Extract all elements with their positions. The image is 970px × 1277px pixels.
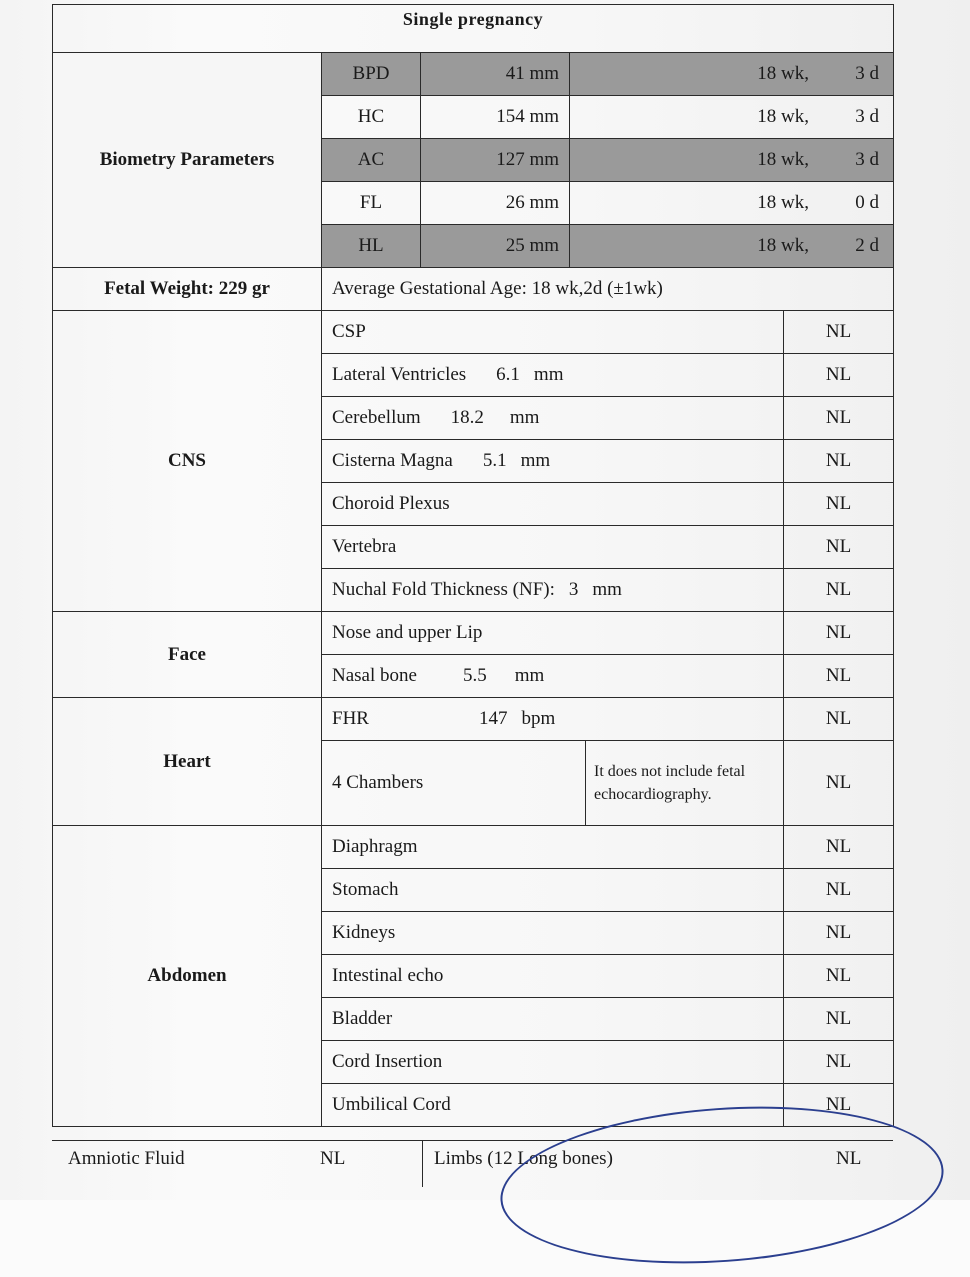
- heart-chambers-note: It does not include fetal echocardiography.: [586, 741, 784, 826]
- face-row: [53, 612, 894, 655]
- limbs-label: Limbs (12 Long bones): [434, 1148, 613, 1169]
- biometry-row-bpd: [53, 53, 894, 96]
- ultrasound-report-table: [52, 4, 894, 1127]
- biometry-param: BPD: [322, 53, 421, 96]
- abdomen-item-status: NL: [784, 912, 894, 955]
- abdomen-item-status: NL: [784, 1041, 894, 1084]
- abdomen-item-status: NL: [784, 998, 894, 1041]
- biometry-age: [570, 225, 894, 268]
- biometry-weeks: 18 wk,: [757, 149, 810, 170]
- biometry-param: HL: [322, 225, 421, 268]
- biometry-section-label: Biometry Parameters: [53, 53, 322, 268]
- item-unit: mm: [520, 450, 551, 471]
- cns-item-label: [322, 526, 784, 569]
- abdomen-item-label: Kidneys: [322, 912, 784, 955]
- item-value: 147: [478, 708, 508, 729]
- cns-item-label: [322, 354, 784, 397]
- footer-divider: [422, 1141, 423, 1187]
- biometry-days: 2 d: [855, 235, 880, 256]
- face-item-status: NL: [784, 655, 894, 698]
- item-value: 6.1: [496, 364, 520, 385]
- abdomen-section-label: Abdomen: [53, 826, 322, 1127]
- cns-item-status: NL: [784, 569, 894, 612]
- biometry-age: [570, 139, 894, 182]
- heart-chambers-label: 4 Chambers: [322, 741, 586, 826]
- item-value: 3: [568, 579, 579, 600]
- biometry-measurement: 41 mm: [421, 53, 570, 96]
- biometry-days: 3 d: [855, 63, 880, 84]
- cns-item-label: [322, 311, 784, 354]
- item-name: CSP: [332, 321, 366, 342]
- abdomen-item-status: NL: [784, 869, 894, 912]
- fetal-weight-row: [53, 268, 894, 311]
- biometry-weeks: 18 wk,: [757, 235, 810, 256]
- average-gestational-age: Average Gestational Age: 18 wk,2d (±1wk): [322, 268, 894, 311]
- biometry-measurement: 25 mm: [421, 225, 570, 268]
- biometry-param: AC: [322, 139, 421, 182]
- item-name: Choroid Plexus: [332, 493, 450, 514]
- item-unit: mm: [533, 364, 564, 385]
- biometry-age: [570, 96, 894, 139]
- heart-fhr-label: [322, 698, 784, 741]
- report-title: Single pregnancy: [53, 5, 894, 53]
- biometry-measurement: 127 mm: [421, 139, 570, 182]
- item-value: 5.1: [482, 450, 507, 471]
- item-value: 5.5: [462, 665, 487, 686]
- item-unit: bpm: [521, 708, 556, 729]
- cns-section-label: CNS: [53, 311, 322, 612]
- abdomen-item-label: Diaphragm: [322, 826, 784, 869]
- biometry-days: 0 d: [855, 192, 880, 213]
- face-item-label: [322, 655, 784, 698]
- biometry-measurement: 26 mm: [421, 182, 570, 225]
- abdomen-item-label: Intestinal echo: [322, 955, 784, 998]
- face-section-label: Face: [53, 612, 322, 698]
- abdomen-item-status: NL: [784, 1084, 894, 1127]
- abdomen-row: [53, 826, 894, 869]
- biometry-days: 3 d: [855, 149, 880, 170]
- abdomen-item-label: Bladder: [322, 998, 784, 1041]
- item-name: Nuchal Fold Thickness (NF):: [332, 579, 555, 600]
- cns-item-label: [322, 440, 784, 483]
- item-name: FHR: [332, 708, 369, 729]
- item-name: Cerebellum: [332, 407, 421, 428]
- item-unit: mm: [514, 665, 545, 686]
- cns-item-status: NL: [784, 311, 894, 354]
- abdomen-item-label: Cord Insertion: [322, 1041, 784, 1084]
- item-value: 18.2: [450, 407, 484, 428]
- amniotic-fluid-status: NL: [320, 1148, 346, 1169]
- biometry-weeks: 18 wk,: [757, 192, 810, 213]
- cns-item-status: NL: [784, 354, 894, 397]
- fetal-weight: Fetal Weight: 229 gr: [53, 268, 322, 311]
- biometry-age: [570, 53, 894, 96]
- limbs-status: NL: [836, 1148, 862, 1169]
- biometry-days: 3 d: [855, 106, 880, 127]
- heart-fhr-status: NL: [784, 698, 894, 741]
- face-item-label: [322, 612, 784, 655]
- cns-item-status: NL: [784, 526, 894, 569]
- item-name: Nose and upper Lip: [332, 622, 483, 643]
- biometry-weeks: 18 wk,: [757, 63, 810, 84]
- heart-section-label: Heart: [53, 698, 322, 826]
- biometry-param: FL: [322, 182, 421, 225]
- abdomen-item-status: NL: [784, 955, 894, 998]
- cns-item-label: [322, 569, 784, 612]
- cns-item-status: NL: [784, 440, 894, 483]
- cns-row: [53, 311, 894, 354]
- amniotic-fluid-label: Amniotic Fluid: [68, 1148, 185, 1169]
- heart-chambers-status: NL: [784, 741, 894, 826]
- item-unit: mm: [592, 579, 622, 600]
- item-name: Lateral Ventricles: [332, 364, 467, 385]
- biometry-param: HC: [322, 96, 421, 139]
- cns-item-label: [322, 483, 784, 526]
- item-name: Nasal bone: [332, 665, 417, 686]
- item-unit: mm: [509, 407, 540, 428]
- item-name: Vertebra: [332, 536, 397, 557]
- abdomen-item-label: Umbilical Cord: [322, 1084, 784, 1127]
- cns-item-status: NL: [784, 483, 894, 526]
- item-name: Cisterna Magna: [332, 450, 453, 471]
- cns-item-label: [322, 397, 784, 440]
- abdomen-item-label: Stomach: [322, 869, 784, 912]
- biometry-weeks: 18 wk,: [757, 106, 810, 127]
- heart-row-fhr: [53, 698, 894, 741]
- abdomen-item-status: NL: [784, 826, 894, 869]
- biometry-measurement: 154 mm: [421, 96, 570, 139]
- biometry-age: [570, 182, 894, 225]
- cns-item-status: NL: [784, 397, 894, 440]
- face-item-status: NL: [784, 612, 894, 655]
